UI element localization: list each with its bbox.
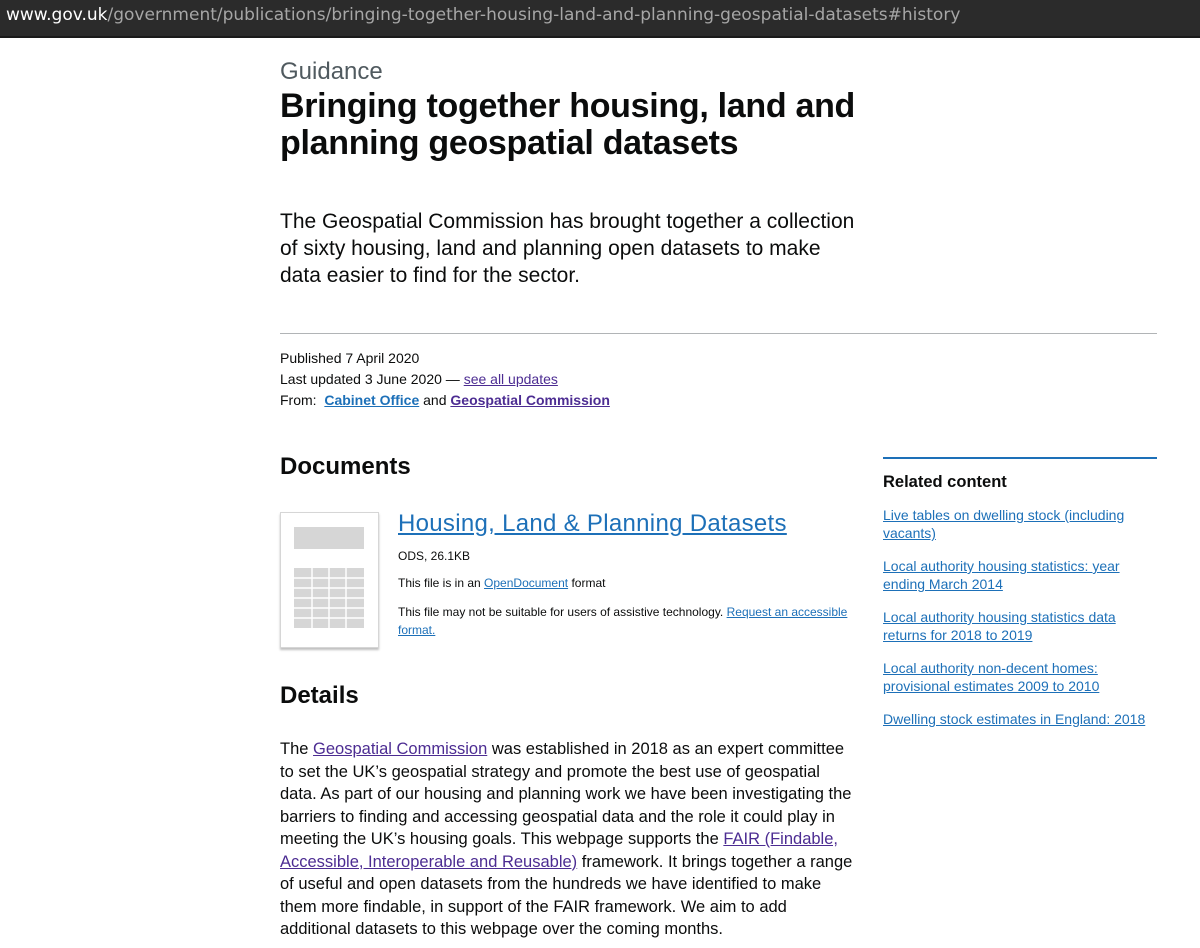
list-item [883,506,1157,542]
from-organisations [280,390,610,411]
accessibility-notice [398,603,868,639]
details-heading: Details [280,682,359,709]
attachment-title-link[interactable]: Housing, Land & Planning Datasets [398,510,787,537]
related-link[interactable]: Live tables on dwelling stock (including vacants) [883,507,1125,541]
attachment-meta: ODS, 26.1KB [398,549,471,563]
related-link[interactable]: Local authority non-decent homes: provisional estimates 2009 to 2010 [883,660,1100,694]
page-caption: Guidance [280,58,383,85]
details-text-2: was established in 2018 as an expert committee to set the UK’s geospatial strategy and promote the best use of geospatial data. As part of our housing and planning work we have been investigating the barriers to finding and accessing geospatial data and the role it could play in meeting the UK’s housing goals. This webpage supports the [280,740,852,848]
document-thumbnail[interactable] [280,512,379,648]
details-paragraph [280,738,860,941]
related-content [883,457,1157,743]
url-path: /government/publications/bringing-together-housing-land-and-planning-geospatial-datasets#history [107,5,961,25]
geospatial-commission-link[interactable]: Geospatial Commission [313,740,488,758]
divider [280,333,1157,334]
details-text-3: framework. It brings together a range of useful and open datasets from the hundreds we have identified to make them more findable, in support of the FAIR framework. We aim to add additional datasets to this webpage over the coming months. [280,852,853,938]
list-item [883,608,1157,644]
opendocument-link[interactable]: OpenDocument [484,576,569,590]
see-all-updates-link[interactable]: see all updates [463,371,558,387]
spreadsheet-icon [294,568,364,628]
related-link[interactable]: Local authority housing statistics: year ending March 2014 [883,558,1120,592]
related-content-heading: Related content [883,473,1007,491]
from-label: From: [280,392,317,408]
request-accessible-format-link[interactable]: Request an accessible format. [398,605,848,637]
format-prefix: This file is in an [398,576,481,590]
list-item [883,710,1157,728]
lead-paragraph: The Geospatial Commission has brought together a collection of sixty housing, land and planning open datasets to make data easier to find for the sector. [280,210,855,287]
attachment-format [398,576,605,590]
publication-metadata [280,348,610,411]
last-updated [280,369,610,390]
details-text-1: The [280,740,314,758]
related-links-list [883,506,1157,728]
last-updated-text: Last updated 3 June 2020 — [280,371,464,387]
fair-framework-link[interactable]: FAIR (Findable, Accessible, Interoperable and Reusable) [280,830,838,871]
published-date: Published 7 April 2020 [280,350,420,366]
list-item [883,557,1157,593]
format-suffix: format [571,576,606,590]
accessibility-text: This file may not be suitable for users of assistive technology. [398,605,724,619]
address-bar[interactable] [0,0,1200,38]
org-link-cabinet-office[interactable]: Cabinet Office [324,392,420,408]
org-link-geospatial-commission[interactable]: Geospatial Commission [450,392,610,408]
documents-heading: Documents [280,453,411,480]
related-link[interactable]: Dwelling stock estimates in England: 2018 [883,711,1146,727]
thumbnail-header-bar [294,527,364,549]
list-item [883,659,1157,695]
and-text: and [423,392,447,408]
related-link[interactable]: Local authority housing statistics data returns for 2018 to 2019 [883,609,1116,643]
url-host: www.gov.uk [6,5,108,25]
page-title: Bringing together housing, land and planning geospatial datasets [280,87,856,162]
